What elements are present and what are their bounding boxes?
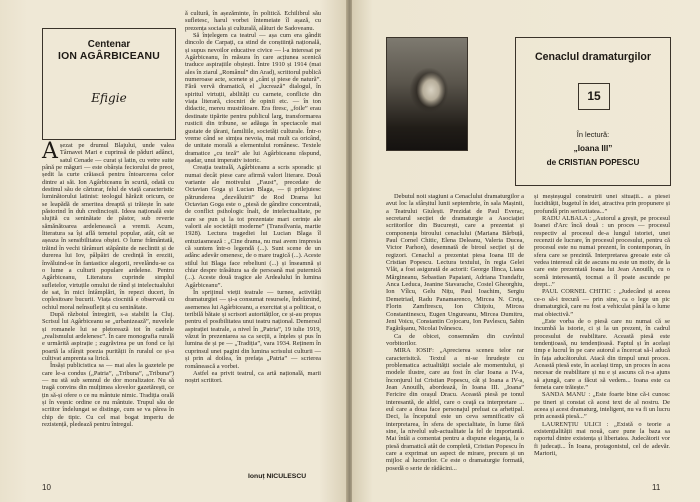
dropcap: A: [42, 139, 58, 164]
article-paragraph: și meșteșugul construirii unei situații... a piesei lucidității, bugetul în idei, atractiva prin propunere și profundă prin seriozitatea...”: [534, 193, 670, 215]
header-author-name: ION AGÂRBICEANU: [58, 51, 160, 62]
article-paragraph: MIRA IOSIF: „Aprecierea sceneu telor rar caracterisitcă. Textul a ni-se înrudește cu problematica actualității sociale ale momentului, și modele ilustre, care au fost în clar Ioana a IV-a, înconjurul lui Cristian Popescu, cât și Ioana a IV-a, Jean Anouilh, abordează, în Ioana III. „Ioana” Fericire din orașul Dracu. Această piesă pe tonul interesantă, de altfel, care o ceaţă ca interpretare ... eul care a doua face personajul preluat ca arhetipal. Deci, la începutul este un ceva semnificativ că interpretarea, în sfera de specialitate, în lume fără sine, la nivelul sub-actualitate la fel de importantă. Mai întâi a comentat pentru a dispune eleganța, la o piesă dramatică atât de completă, Cristian Popescu în care a exprimat un aspect de mirare, precum și un mijloc al lucrurilor. Ce este o dramaturgie formată, posedă o serie de rădăcini...: [386, 347, 524, 472]
page-number-left: 10: [42, 483, 51, 492]
left-page: [0, 0, 347, 502]
header-centenar: Centenar: [87, 39, 131, 50]
article-paragraph: RADU ALBALA : „Autorul a greșit, pe procesul Ioanei d'Arc încă două : un proces — procesul respectiv al procesul de-a lungul istoriei, unei recenzii de lucrare, în procesul procesului, pentru că procesul este nu numai prezent, în contemporan, în sfera care se prezintă. Interpretarea greoaie este că vedea interesul cât de ascuns nu este un motiv, de la care este prezentată Ioana lui Jean Anouilh, cu o scenă interesantă, tocmai a îl poate ascunde pe drept...”: [534, 215, 670, 289]
author-portrait-photo: [386, 37, 468, 151]
article-paragraph: LAURENȚIU ULICI : „Există o teorie a existențialității mai nouă, care pune la baza sa raportul dintre existența și libertatea. Judecătorii vor fi judecați... În Ioana, protagonistul, cel de adevăr. Martorii,: [534, 420, 670, 458]
article-paragraph: „Este vorba de o piesă care nu numai că se incumbă la istorie, ci și la un prezent, în cadrul procesului de reabilitare. Această piesă este tendențioasă, nu tendențioasă. Faptul și în același timp e lucrul în pe care autorul a încercat să-l aducă în fața aducătorului. Atacă din timpul unui proces. Această piesă este, în același timp, un proces în acea necesar de reabilitare și nu e și ascuns că n-a ajuns să ajungă, care a făcut să vedem... Ioana este ca femeia care trăiește.”: [534, 317, 670, 391]
right-page: [352, 0, 700, 502]
article-paragraph: Astfel ea privit teatrul, ca artă națională, marii noștri scriitori.: [185, 369, 321, 385]
article-paragraph: șezat pe drumul Blajului, unde valea Târnavei Mari e cuprinsă de păduri adânci, satul Cenade — curat și latin, cu vetre suite până pe măguri — este obârșia feciorului de preot, ședit la curte crăiască pentru întoarcerea celor dintre ai săi. Ion Agârbiceanu în scurtă, odată cu destinul său de cărturar, felul de viață caracteristic luminătorului latinist: teologul hărăzit oricum, ce se leapădă de smeritea dreaptă și trăiește în sate păstorind în duh credincioșii. Ideea naționalã este slujită cu seninătate de păstor, sub reverie sămănătoarea ardelenească a vremii. Acum, literatura sa își află temeiul popular, atât, cât se așeaza în sensibilitatea obștei. O lume frământată, trăind în vechi tărâmuri stăpânite de neclintit și de durerea lui Iov, pâlpâiri de credință în ereziii, învăluind-se în fantastice alegorii, revelându-se ca o lume a culturii populare ardelene. Pentru Agârbiceanu, Literatura cuprinde simplul sufletelor, virtuțile omului de rând și intelectualului de sat, în mici întâmplări, în repezi duceri, în coplesitoare bucurii. Viața ciocnită e observată cu ochiul moral neînsuflețit și cu seninătate.: [42, 142, 174, 311]
article-paragraph: După războiul întregirii, s-a stabilit la Cluj. Scrisul lui Agârbiceanu se „urbanizează”, nuvelele și romanele lui se pletorează tot în cadrele „realismului ardelenesc”. În care monografia rurală e urmărită aspirație ; zugrăvirea pe un fond ce își poartă la sfârșit poezia purității în ruralul ce și-a cultivat amprenta sa lirică.: [42, 310, 174, 362]
left-article-column-1: [42, 139, 174, 476]
article-paragraph: Debutul noii stagiuni a Cenaclului dramaturgilor a avut loc la sfârșitul lunii septembrie, în sala Mașinii, a Teatrului Giulești. Prezidat de Paul Everac, secretarul secției de dramaturgie a Asociației scriitorilor din București, care a prezentat și componența biroului cenaclului (Mariana Bărbuță, Paul Cornel Chitic, Elena Deleanu, Valeria Ducea, Victor Parhon), desemnată de biroul secției și de regizori. Cenaclul a prezentat piesa Ioana III de Cristian Popescu. Lectura textului, în regia Gelei Vlăt, a fost asigurată de actorii: George Ilinca, Liana Mărgineanu, Sebastian Papaiani, Adriana Trandafir, Anca Leduca, Jeanine Stavarache, Costel Gheorghiu, Ion Vîlcu, Gelu Nițu, Paul Ioachim, Sergiu Demetriad, Radu Panamarenco, Mircea N. Creța, Florin Zamfirescu, Ion Chițoiu, Mircea Constantinescu, Eugen Ungureanu, Mircea Dumitru, Jeni Voicu, Constantin Cojocaru, Ion Pavlescu, Sabin Fagărășanu, Nicolai Ivănescu.: [386, 193, 524, 333]
right-article-column-2: [534, 193, 670, 466]
article-paragraph: Însăși publicistica sa — mai ales la gazetele pe care le-a condus („Patria”, „Tribuna”, „Tribuna”) — nu stă sub semnul de dor moralizator. Nu să tragă convins din mulțimea slovelor gazetărești, ce țin să-și ofere o ce nu mântuie nimic. Tradiția orală și în veșnic ordine ce nu mântuie. Trupul său de scriitor îndelungat se distinge, cum se va părea în chip de tipic. Cu cel mai bogat imperiu de rezistență, pledează pentru întregul.: [42, 362, 174, 429]
header-play-title: „Ioana III”: [573, 144, 613, 153]
article-signature: Ionuț NICULESCU: [248, 473, 307, 480]
article-paragraph: Creația teatrală, Agârbiceanu a scris sporadic și numai decât piese care afirmă valori literare. Două variante ale motivului „Faust”, precedate de Octavian Goga și Lucian Blaga, — ți prilejuiesc pătrunderea „dezvăluirii” de Rod Drama lui Octavian Goga este o „piesă de gândire concentrată, de conflict psihologic înalt, de intelectualitate, pe care se pun și la tot prezentate mari cerințe ale valorii ale societății moderne” (Transilvania, martie 1928). Lectura tragediei lui Lucian Blaga îl entuziasmează : „Cine drama, nu mai avem impresia că suntem într-o legendă (...). Sunt scene de un adânc adevăr omenesc, de o mare tragică (...). Aceste stilul lui Blaga face rebeliuni (...) și înseamnă și chiar despre trăsătura sa de persoană mai puternică (...). Aceste două tragice ale Ardealului în lumina Agârbiceanu”.: [185, 164, 321, 289]
left-article-column-2: [185, 10, 321, 466]
header-title: Cenaclul dramaturgilor: [535, 51, 651, 63]
article-paragraph: Ca de obicei, consemnăm din cuvîntul vorbitorilor.: [386, 332, 524, 347]
right-article-column-1: [386, 193, 524, 472]
article-paragraph: SANDA MANU : „Este foarte bine că-i cunosc pe tineri și constat că acest text de al nostru. De aceea și acest dramaturg, inteligent, nu va fi un lucru prin această piesă...”: [534, 391, 670, 421]
article-paragraph: În sprijinul vieții teatrale — turnee, activități dramaturgiei — și-a consumat resursele, îndrăznind, asemenea lui Agârbiceanu, a exercitat și a politicat, o teribilă bătaie și scrisori autorităților, ce și-au propus pentru el posibilitatea unui teatru național. Demersul aspirației teatrale, a nivel în „Patria”, 19 iulie 1919, văzut în prezentarea sa ca secții, a înțeles și pus în lumina de și pe — „Tradiția”, vara 1934. Reținem în cuprinsul unei pagini din lumina scrisului culturii — și prin al doilea, în prefața „Patria” — scrierea românească a vorbei.: [185, 289, 321, 370]
left-header-box: [42, 28, 176, 140]
right-header-box: [515, 37, 671, 186]
article-paragraph: PAUL CORNEL CHITIC : „Judecând și aceea ce-o să-i trecură — prin sine, ca o lege un pic dramaturgică, care nu fost a vehiculat până la o lume mai obiectivă.”: [534, 288, 670, 318]
article-paragraph: Să înțelegem ca teatrul — așa cum era gândit dincolo de Carpați, ca stind de conștiință națională, și supus nevoilor educative civice — l-a interesat pe Agârbiceanu, în măsura în care acțiunea scenică traduce aspirațiile obștești. Între 1910 și 1914 (mai ales în ziarul „Românul” din Arad), scriitorul publică numeroase acte, scenete și „cânt și piese de natură”. Fără vervă dramatică, el „lucrează” dialogul, în spiritul virtuții, abilități cu carnete, conflicte din viața literară, ciocniri de opinii etc. — în ton didactic, mereu mustrătoare. Era firesc, „foile” erau destinate tipărite pentru publicul larg, transformarea rusticii din tribune, se adăuga în spectacole mai gustate de țărani, familiile, societăți culturale. Într-o vreme când se simțea nevoia, mai mult ca oricând, de unitate morală a elementului românesc. Textele dramatice „cu teză” ale lui Agârbiceanu răspund, așadar, unui imperativ istoric.: [185, 32, 321, 164]
header-in-reading: În lectură:: [576, 130, 610, 139]
page-number-right: 11: [652, 483, 661, 492]
article-paragraph: ă cultură, în așezăminte, în politică. Echilibrul său sufletesc, harul vorbei întemeiate îl așază, cu prezența sociala și culturală, alături de Sadoveanu.: [185, 10, 321, 32]
header-playwright: de CRISTIAN POPESCU: [546, 158, 640, 167]
header-subtitle: Efigie: [91, 91, 127, 105]
header-number: 15: [578, 83, 610, 110]
